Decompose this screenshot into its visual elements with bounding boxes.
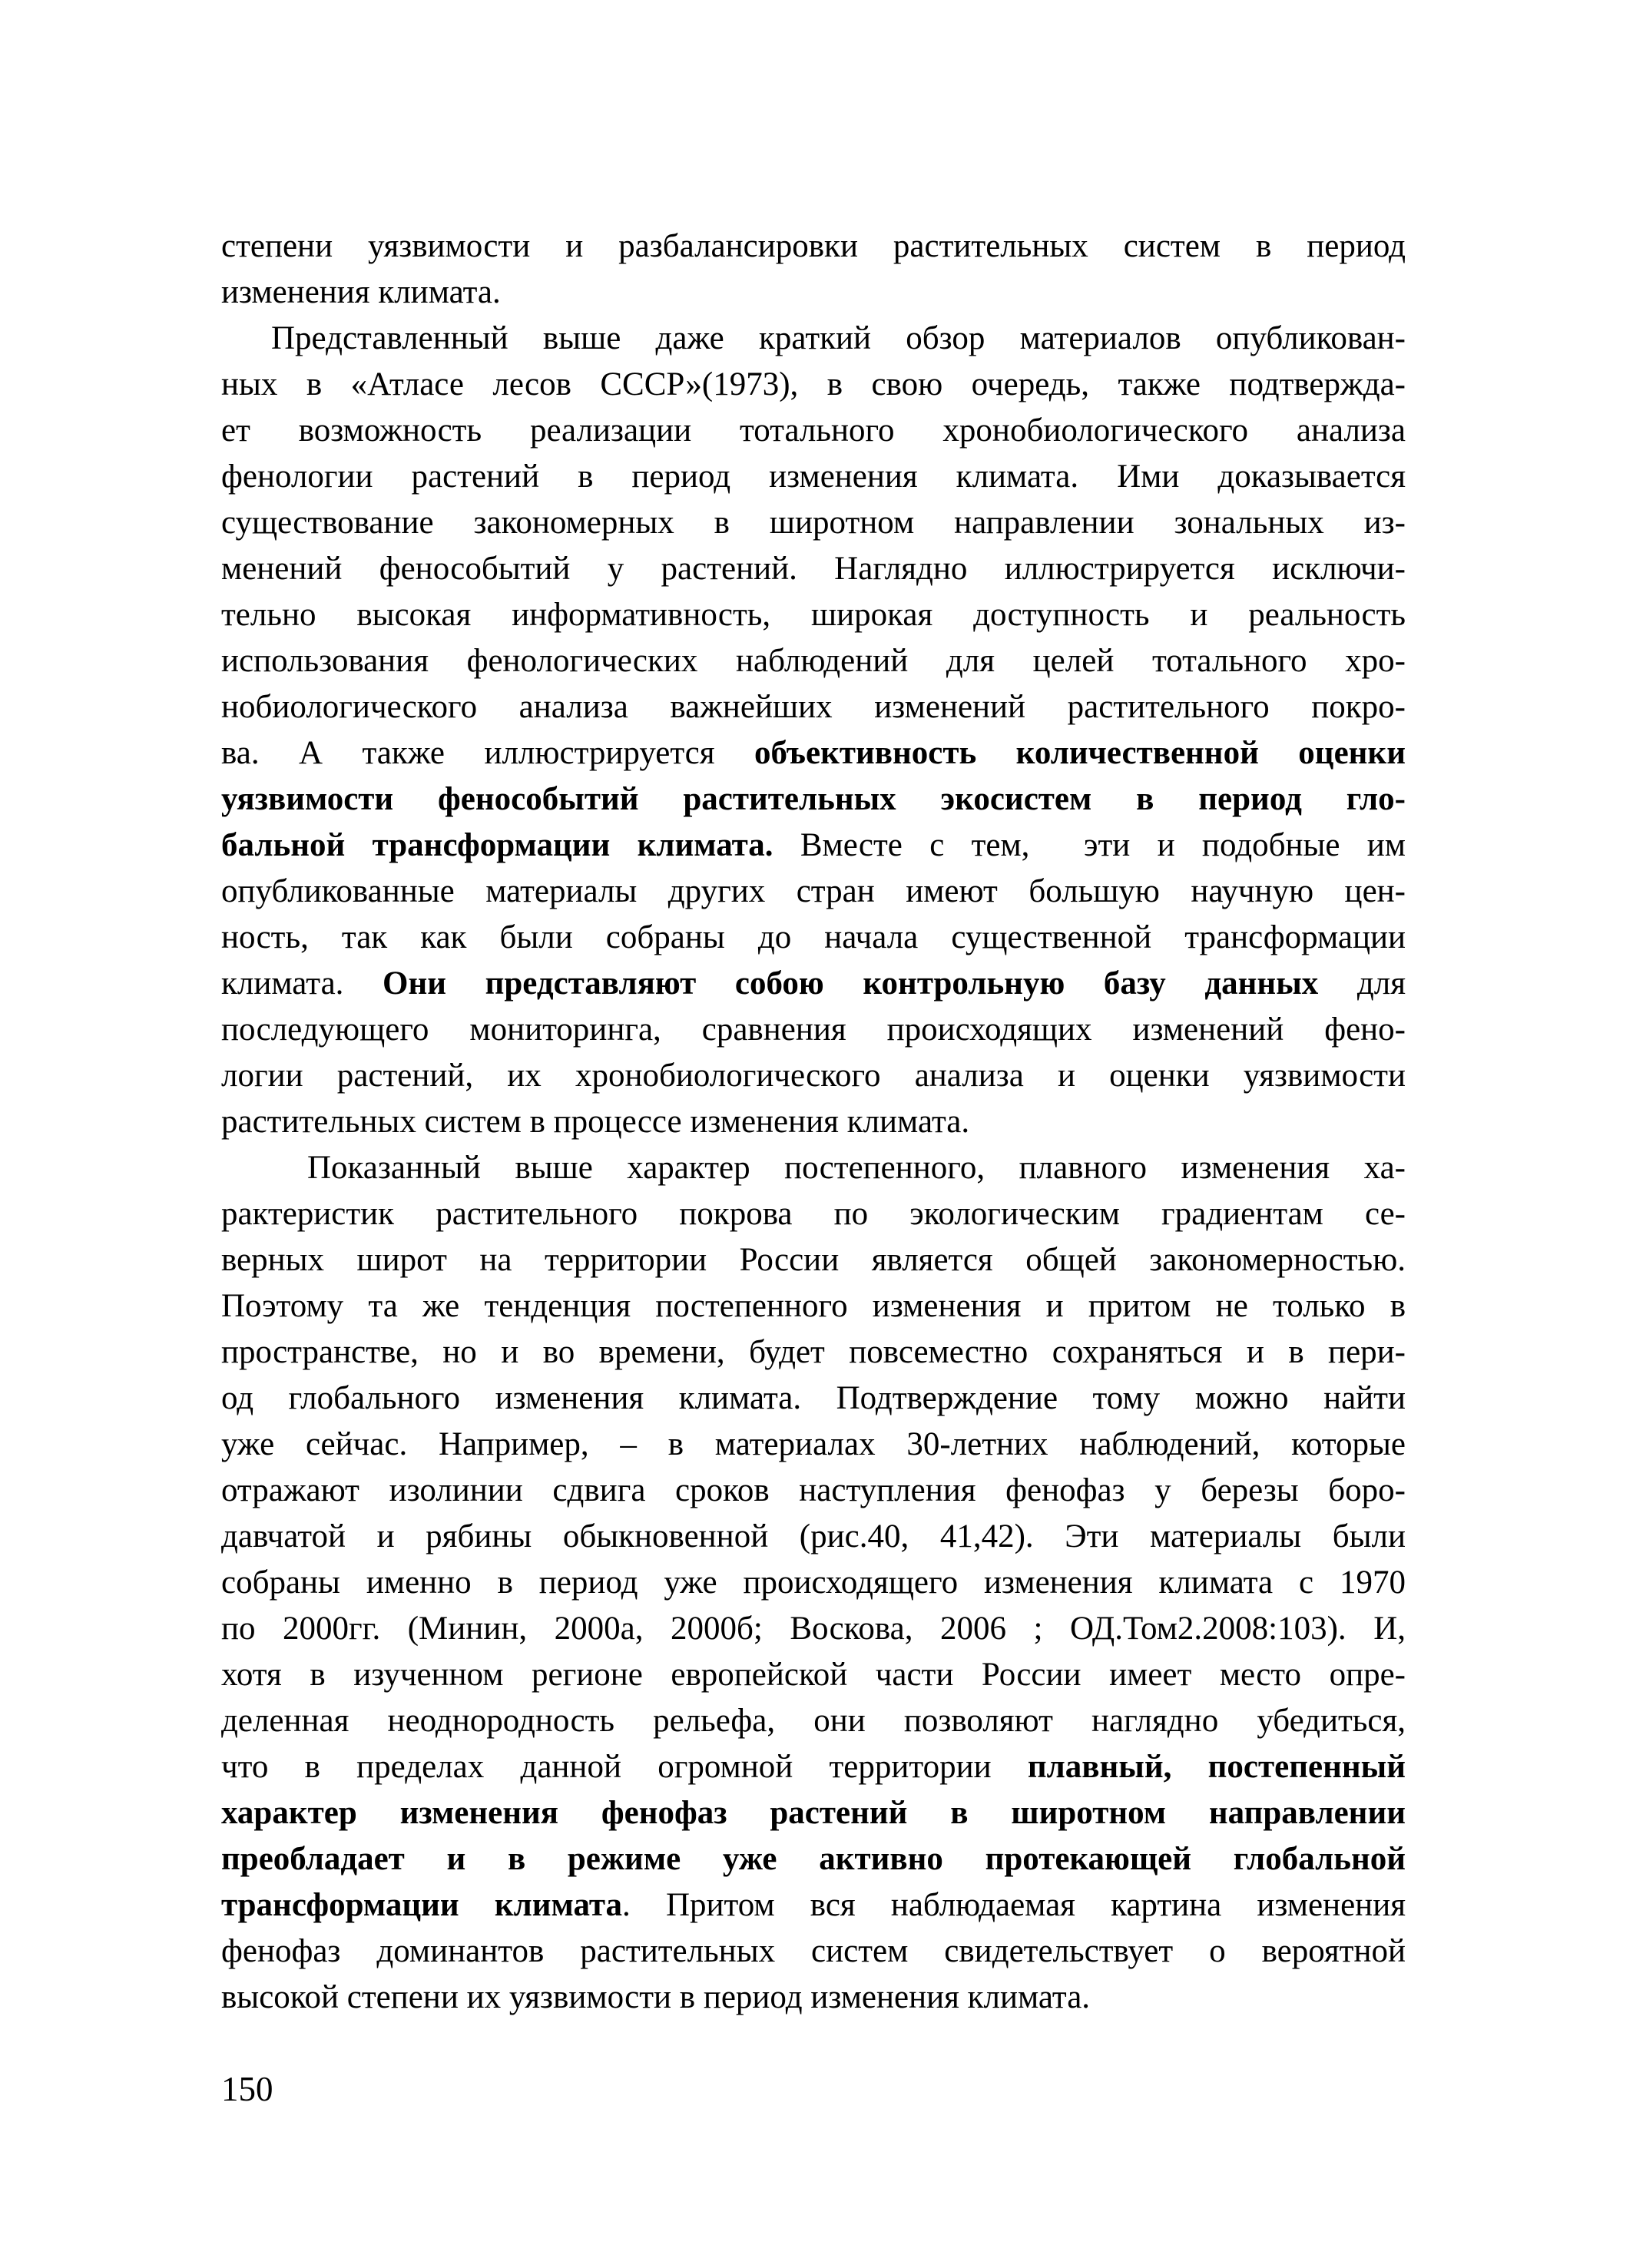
text-run: верных широт на территории России является общей закономерностью. [221,1242,1406,1278]
text-run: тельно высокая информативность, широкая доступность и реальность [221,597,1406,633]
text-run: ва. А также иллюстрируется [221,735,754,771]
text-line [221,1422,1406,1468]
text-run: Поэтому та же тенденция постепенного изменения и притом не только в [221,1288,1406,1324]
bold-text-run: уязвимости фенособытий растительных экосистем в период гло- [221,781,1406,817]
text-line [221,316,1406,362]
text-block [221,223,1406,2021]
page-number: 150 [221,2070,273,2108]
text-line [221,408,1406,454]
text-line [221,823,1406,869]
text-line [221,1744,1406,1790]
text-line [221,869,1406,915]
bold-text-run: плавный, постепенный [1027,1749,1406,1785]
text-line [221,362,1406,408]
text-line [221,1329,1406,1376]
text-line [221,1606,1406,1652]
text-run: опубликованные материалы других стран имеют большую научную цен- [221,873,1406,909]
text-line [221,1376,1406,1422]
text-line [221,1099,1406,1145]
text-run: ет возможность реализации тотального хронобиологического анализа [221,412,1406,449]
text-line [221,454,1406,500]
text-line [221,1514,1406,1560]
text-line [221,223,1406,270]
text-run: для [1318,965,1406,1002]
text-run: ных в «Атласе лесов СССР»(1973), в свою очередь, также подтвержда- [221,366,1406,402]
text-line [221,961,1406,1007]
text-run: использования фенологических наблюдений для целей тотального хро- [221,643,1406,679]
bold-text-run: Они представляют собою контрольную базу данных [383,965,1319,1002]
text-line [221,1882,1406,1929]
text-line [221,546,1406,592]
text-line [221,1975,1406,2021]
text-run: од глобального изменения климата. Подтверждение тому можно найти [221,1380,1406,1416]
text-run: изменения климата. [221,274,501,310]
bold-text-run: трансформации климата [221,1887,623,1923]
text-run: ность, так как были собраны до начала существенной трансформации [221,919,1406,955]
bold-text-run: преобладает и в режиме уже активно протекающей глобальной [221,1841,1406,1877]
text-line [221,730,1406,776]
text-line [221,1191,1406,1237]
text-run: последующего мониторинга, сравнения происходящих изменений фено- [221,1011,1406,1048]
text-run: . Притом вся наблюдаемая картина изменения [622,1887,1406,1923]
text-line [221,1790,1406,1836]
text-line [221,592,1406,638]
text-run: уже сейчас. Например, – в материалах 30-летних наблюдений, которые [221,1426,1406,1462]
text-run: высокой степени их уязвимости в период изменения климата. [221,1979,1091,2015]
text-line [221,1698,1406,1744]
bold-text-run: характер изменения фенофаз растений в широтном направлении [221,1795,1406,1831]
text-line [221,1145,1406,1191]
text-line [221,1283,1406,1329]
text-run: деленная неоднородность рельефа, они позволяют наглядно убедиться, [221,1703,1406,1739]
text-run: степени уязвимости и разбалансировки растительных систем в период [221,228,1406,264]
text-line [221,638,1406,684]
text-run: отражают изолинии сдвига сроков наступления фенофаз у березы боро- [221,1472,1406,1508]
text-line [221,684,1406,730]
bold-text-run: объективность количественной оценки [754,735,1406,771]
text-run: хотя в изученном регионе европейской части России имеет место опре- [221,1657,1406,1693]
text-run: что в пределах данной огромной территории [221,1749,1028,1785]
text-run: Представленный выше даже краткий обзор материалов опубликован- [271,320,1406,356]
text-line [221,500,1406,546]
text-run: климата. [221,965,383,1002]
text-run: существование закономерных в широтном направлении зональных из- [221,505,1406,541]
text-run: рактеристик растительного покрова по экологическим градиентам се- [221,1196,1406,1232]
text-run: нобиологического анализа важнейших изменений растительного покро- [221,689,1406,725]
text-line [221,1652,1406,1698]
text-run: Показанный выше характер постепенного, плавного изменения ха- [307,1150,1406,1186]
text-line [221,1560,1406,1606]
text-run: давчатой и рябины обыкновенной (рис.40, 41,42). Эти материалы были [221,1518,1406,1554]
text-line [221,1053,1406,1099]
text-line [221,270,1406,316]
text-line [221,1237,1406,1283]
text-line [221,1007,1406,1053]
text-line [221,1468,1406,1514]
text-run: собраны именно в период уже происходящего изменения климата с 1970 [221,1564,1406,1601]
text-line [221,1929,1406,1975]
text-run: логии растений, их хронобиологического анализа и оценки уязвимости [221,1058,1406,1094]
text-run: растительных систем в процессе изменения климата. [221,1104,970,1140]
text-run: менений фенособытий у растений. Наглядно иллюстрируется исключи- [221,551,1406,587]
text-run: Вместе с тем, эти и подобные им [773,827,1406,863]
text-run: пространстве, но и во времени, будет повсеместно сохраняться и в пери- [221,1334,1406,1370]
text-run: фенологии растений в период изменения климата. Ими доказывается [221,459,1406,495]
text-run: по 2000гг. (Минин, 2000а, 2000б; Воскова, 2006 ; ОД.Том2.2008:103). И, [221,1611,1406,1647]
text-line [221,1836,1406,1882]
text-line [221,915,1406,961]
text-run: фенофаз доминантов растительных систем свидетельствует о вероятной [221,1933,1406,1969]
bold-text-run: бальной трансформации климата. [221,827,773,863]
text-line [221,776,1406,823]
